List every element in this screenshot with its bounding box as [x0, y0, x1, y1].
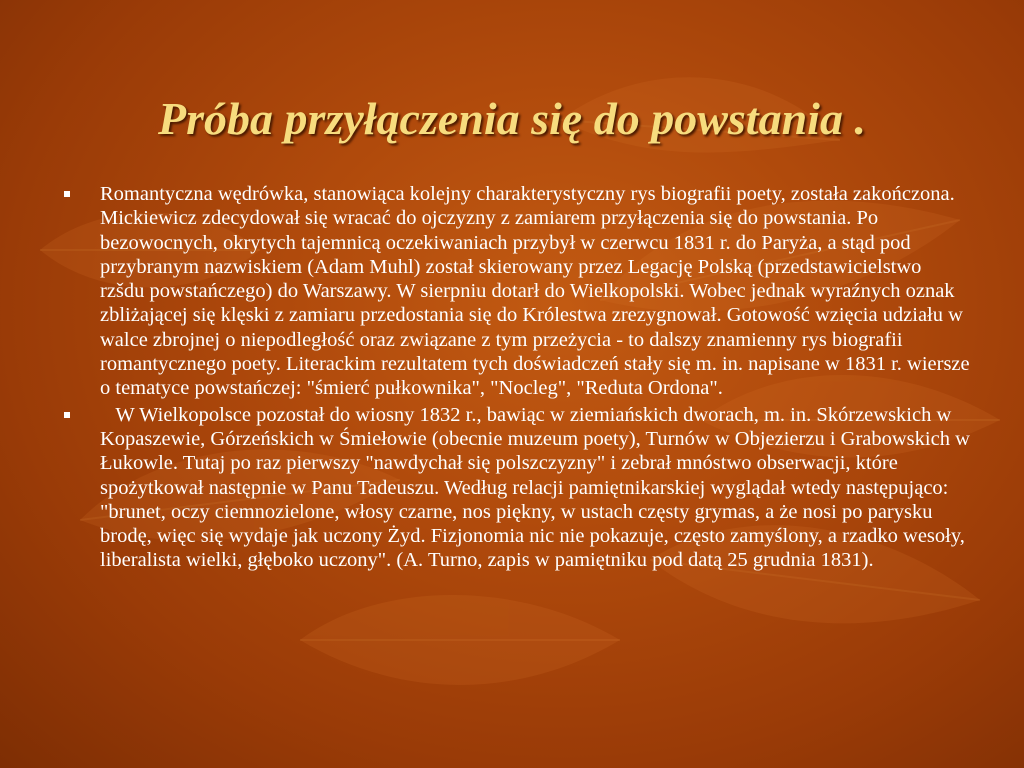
square-bullet-icon [64, 412, 70, 418]
list-item [62, 403, 970, 573]
square-bullet-icon [64, 191, 70, 197]
slide-title: Próba przyłączenia się do powstania . [158, 92, 866, 144]
bullet-text: Romantyczna wędrówka, stanowiąca kolejny charakterystyczny rys biografii poety, została zakończona. Mickiewicz zdecydował się wracać do ojczyzny z zamiarem przyłączenia się do powstania. Po bezowocnych, okrytych tajemnicą oczekiwaniach przybył w czerwcu 1831 r. do Paryża, a stąd pod przybranym nazwiskiem (Adam Muhl) został skierowany przez Legację Polską (przedstawicielstwo rzšdu powstańczego) do Warszawy. W sierpniu dotarł do Wielkopolski. Wobec jednak wyraźnych oznak zbliżającej się klęski z zamiaru przedostania się do Królestwa zrezygnował. Gotowość wzięcia udziału w walce zbrojnej o niepodległość oraz związane z tym przeżycia - to dalszy znamienny rys biografii romantycznego poety. Literackim rezultatem tych doświadczeń stały się m. in. napisane w 1831 r. wiersze o tematyce powstańczej: "śmierć pułkownika", "Nocleg", "Reduta Ordona". [100, 183, 970, 400]
bullet-text: W Wielkopolsce pozostał do wiosny 1832 r., bawiąc w ziemiańskich dworach, m. in. Skórzewskich w Kopaszewie, Górzeńskich w Śmiełowie (obecnie muzeum poety), Turnów w Objezierzu i Grabowskich w Łukowle. Tutaj po raz pierwszy "nawdychał się polszczyzny" i zebrał mnóstwo obserwacji, które spożytkował następnie w Panu Tadeuszu. Według relacji pamiętnikarskiej wyglądał wtedy następująco: "brunet, oczy ciemnozielone, włosy czarne, nos piękny, w ustach częsty grymas, a że nosi po parysku brodę, więc się wydaje jak uczony Żyd. Fizjonomia nic nie pokazuje, często zamyślony, a rzadko wesoły, liberalista wielki, głęboko uczony". (A. Turno, zapis w pamiętniku pod datą 25 grudnia 1831). [100, 403, 970, 572]
list-item [62, 182, 970, 401]
bullet-list [62, 182, 970, 575]
